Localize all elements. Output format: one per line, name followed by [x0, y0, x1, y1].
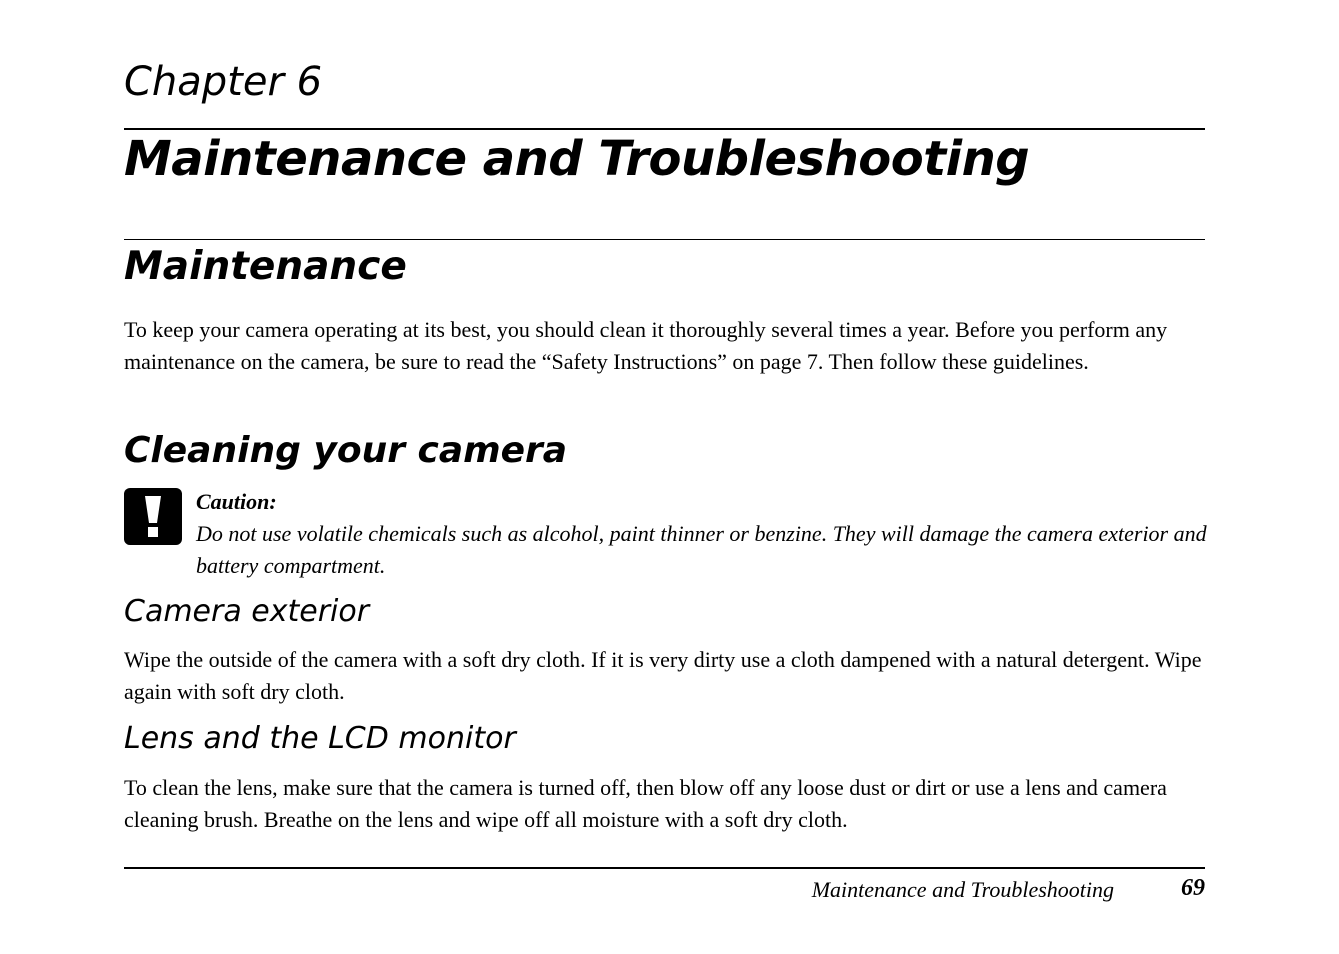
camera-exterior-heading: Camera exterior	[124, 594, 370, 629]
caution-text: Do not use volatile chemicals such as alcohol, paint thinner or benzine. They will damage the camera exterior and battery compartment.	[196, 521, 1207, 578]
footer-rule	[124, 867, 1205, 869]
section-title: Maintenance	[124, 244, 407, 289]
lens-lcd-heading: Lens and the LCD monitor	[124, 721, 516, 756]
chapter-label: Chapter 6	[124, 59, 323, 105]
section-rule	[124, 239, 1205, 240]
intro-paragraph: To keep your camera operating at its best, you should clean it thoroughly several times a year. Before you perform any maintenance on the camera, be sure to read the “Safety Instructions” on page 7. Then follow these guidelines.	[124, 317, 1168, 374]
chapter-top-rule	[124, 128, 1205, 130]
caution-heading: Caution:	[196, 489, 277, 514]
lens-lcd-paragraph: To clean the lens, make sure that the camera is turned off, then blow off any loose dust or dirt or use a lens and camera cleaning brush. Breathe on the lens and wipe off all moisture with a soft dry cloth.	[124, 775, 1167, 832]
footer-title: Maintenance and Troubleshooting	[811, 877, 1114, 902]
page-number: 69	[1181, 875, 1205, 901]
camera-exterior-paragraph: Wipe the outside of the camera with a soft dry cloth. If it is very dirty use a cloth dampened with a natural detergent. Wipe again with soft dry cloth.	[124, 647, 1202, 704]
chapter-title: Maintenance and Troubleshooting	[124, 131, 1030, 187]
exclamation-icon	[124, 488, 182, 545]
subsection-title: Cleaning your camera	[124, 430, 568, 471]
